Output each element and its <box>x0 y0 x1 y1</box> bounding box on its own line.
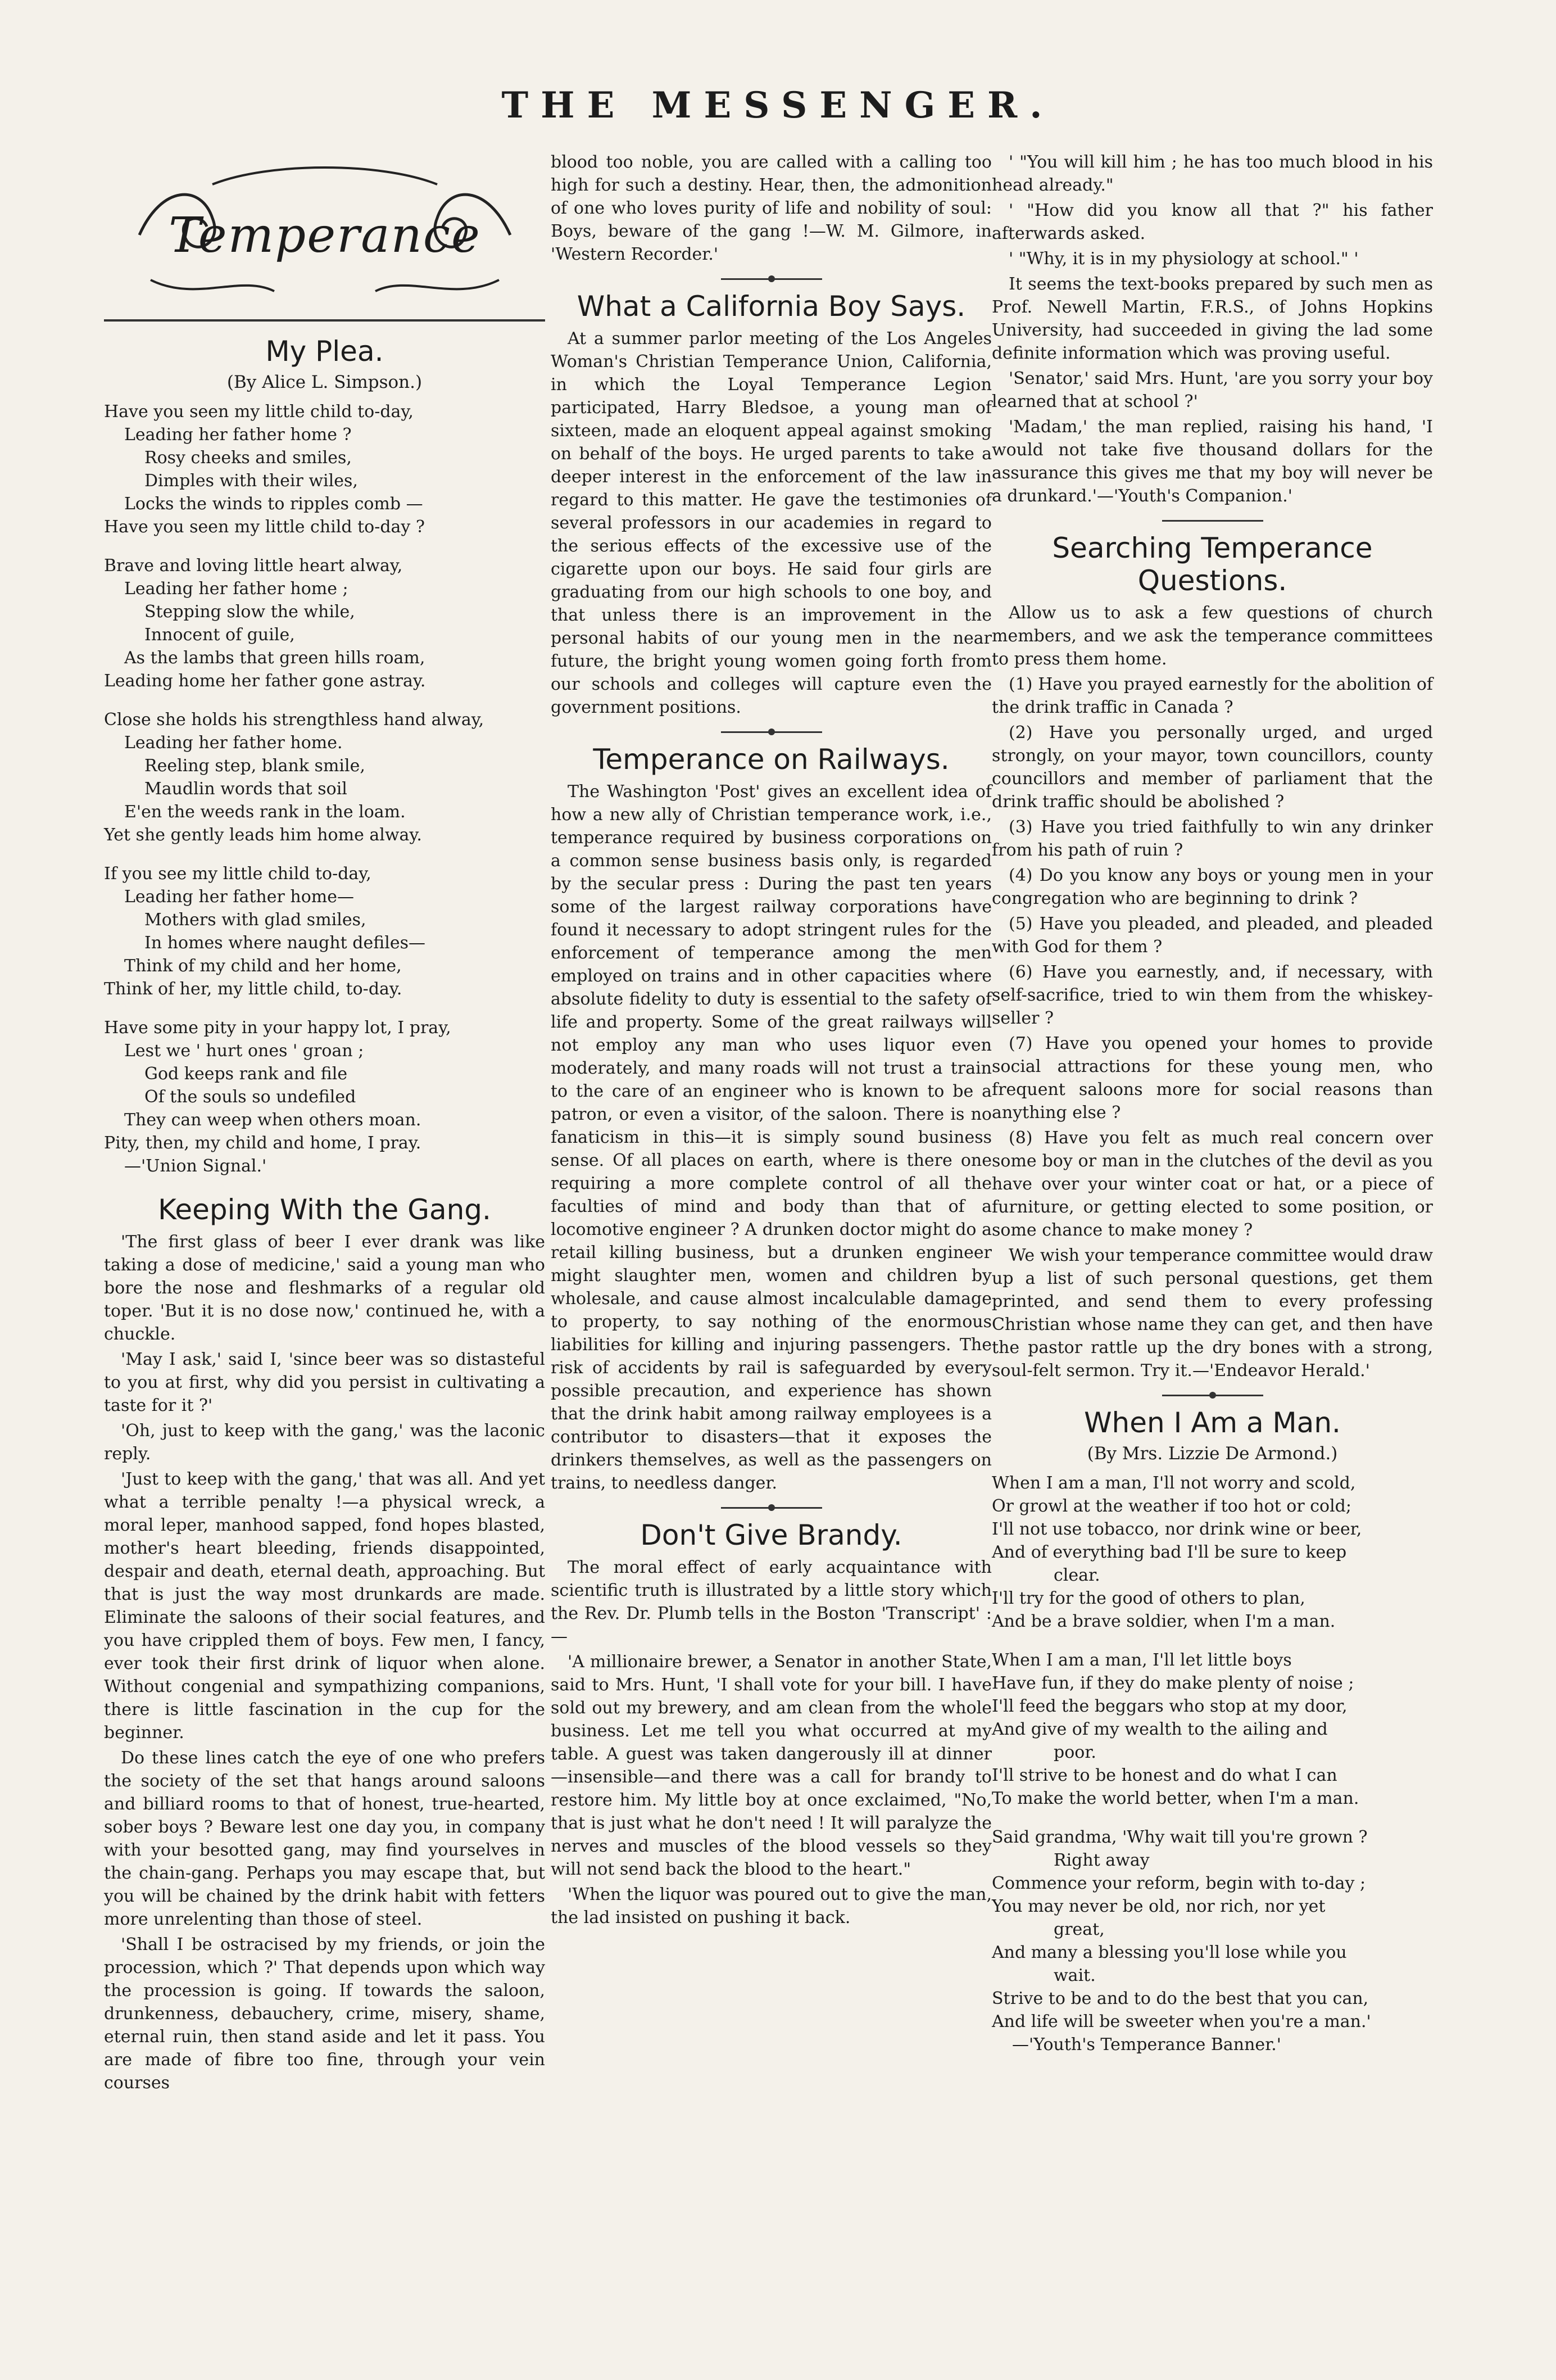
article-paragraph: 'Senator,' said Mrs. Hunt, 'are you sorry your boy learned that at school ?' <box>992 369 1433 411</box>
poem-line: I'll try for the good of others to plan, <box>992 1589 1305 1608</box>
section-divider <box>721 1507 822 1509</box>
poem-line: Leading her father home. <box>124 733 343 753</box>
poem-line: Rosy cheeks and smiles, <box>144 448 352 468</box>
poem-line: Locks the winds to ripples comb — <box>124 494 423 514</box>
poem-line: As the lambs that green hills roam, <box>124 648 425 668</box>
stanza <box>104 1016 545 1178</box>
stanza <box>992 1649 1433 1810</box>
section-divider <box>721 278 822 280</box>
stanza <box>104 708 545 847</box>
stanza <box>104 400 545 539</box>
poem-line: Leading her father home— <box>124 887 354 907</box>
poem-line: And be a brave soldier, when I'm a man. <box>992 1612 1336 1631</box>
article-paragraph: 'The first glass of beer I ever drank was like taking a dose of medicine,' said a young man who bore the nose and fleshmarks of a regular old toper. 'But it is no dose now,' continued he, with a chuckle. <box>104 1232 545 1344</box>
poem-line: And give of my wealth to the ailing and <box>992 1720 1328 1739</box>
poem-line: Brave and loving little heart alway, <box>104 556 403 576</box>
poem-line: Innocent of guile, <box>144 625 295 645</box>
article-paragraph: ' "How did you know all that ?" his father afterwards asked. <box>992 201 1433 243</box>
stanza <box>992 1472 1433 1633</box>
article-paragraph: 'When the liquor was poured out to give the man, the lad insisted on pushing it back. <box>551 1885 992 1927</box>
poem-line: I'll strive to be honest and do what I can <box>992 1766 1337 1785</box>
my-plea-byline: (By Alice L. Simpson.) <box>226 372 423 392</box>
my-plea-poem <box>104 400 545 1178</box>
california-boy-title: What a California Boy Says. <box>577 290 966 323</box>
article-continuation: blood too noble, you are called with a calling too high for such a destiny. Hear, then, the admonition of one who loves purity of life and nobility of soul: Boys, beware of the gang !—W. M. Gilmore, in 'Western Recorder.' <box>551 152 992 264</box>
poem-line: And many a blessing you'll lose while you <box>992 1943 1347 1962</box>
poem-line: Lest we ' hurt ones ' groan ; <box>124 1041 364 1061</box>
article-paragraph: The Washington 'Post' gives an excellent idea of how a new ally of Christian temperance work, i.e., temperance required by business corporations on a common sense business basis only, is regarded by the secular press : During the past ten years some of the largest railway corporations have found it necessary to adopt stringent rules for the enforcement of temperance among the men employed on trains and in other capacities where absolute fidelity to duty is essential to the safety of life and property. Some of the great railways will not employ any man who uses liquor even moderately, and many roads will not trust a train to the care of an engineer who is known to be a patron, or even a visitor, of the saloon. There is no fanaticism in this—it is simply sound business sense. Of all places on earth, where is there one requiring a more complete control of all the faculties of mind and body than that of a locomotive engineer ? A drunken doctor might do a retail killing business, but a drunken engineer might slaughter men, women and children by wholesale, and cause almost incalculable damage to property, to say nothing of the enormous liabilities for killing and injuring passengers. The risk of accidents by rail is safeguarded by every possible precaution, and experience has shown that the drink habit among railway employees is a contributor to disasters—that it exposes the drinkers themselves, as well as the passengers on trains, to needless danger. <box>551 782 992 1493</box>
poem-line: I'll feed the beggars who stop at my door, <box>992 1696 1348 1716</box>
question-item: (7) Have you opened your homes to provide social attractions for these young men, who frequent saloons more for social reasons than anything else ? <box>992 1034 1433 1123</box>
question-item: (1) Have you prayed earnestly for the abolition of the drink traffic in Canada ? <box>992 675 1433 717</box>
poem-line: Reeling step, blank smile, <box>144 756 365 776</box>
column-1 <box>104 151 545 2097</box>
poem-line: Have fun, if they do make plenty of noise ; <box>992 1673 1354 1693</box>
poem-source: —'Youth's Temperance Banner.' <box>1012 2035 1282 2055</box>
keeping-with-the-gang-title: Keeping With the Gang. <box>158 1193 491 1226</box>
searching-questions-title: Searching Temperance Questions. <box>1052 532 1373 597</box>
column-3 <box>992 151 1433 2072</box>
dont-give-brandy-title: Don't Give Brandy. <box>640 1519 902 1551</box>
poem-line: If you see my little child to-day, <box>104 864 371 884</box>
temperance-banner <box>104 151 545 322</box>
poem-line: Dimples with their wiles, <box>144 471 358 491</box>
poem-line: Stepping slow the while, <box>144 602 355 622</box>
poem-source: —'Union Signal.' <box>124 1156 267 1176</box>
section-divider <box>1162 520 1263 522</box>
article-paragraph: ' "You will kill him ; he has too much blood in his head already." <box>992 152 1433 195</box>
article-paragraph: Allow us to ask a few questions of church members, and we ask the temperance committees to press them home. <box>992 603 1433 669</box>
article-paragraph: 'A millionaire brewer, a Senator in another State, said to Mrs. Hunt, 'I shall vote for your bill. I have sold out my brewery, and am clean from the whole business. Let me tell you what occurred at my table. A guest was taken dangerously ill at dinner —insensible—and there was a call for brandy to restore him. My little boy at once exclaimed, "No, that is just what he don't need ! It will paralyze the nerves and muscles of the blood vessels so they will not send back the blood to the heart." <box>551 1652 992 1879</box>
article-paragraph: ' "Why, it is in my physiology at school." ' <box>1009 249 1359 269</box>
question-item: (6) Have you earnestly, and, if necessary, with self-sacrifice, tried to win them from the whiskey-seller ? <box>992 962 1433 1028</box>
poem-line: Leading her father home ; <box>124 579 348 599</box>
question-item: (8) Have you felt as much real concern over some boy or man in the clutches of the devil as you have over your winter coat or hat, or a piece of furniture, or getting elected to some position, or some chance to make money ? <box>992 1128 1433 1240</box>
poem-line: wait. <box>1054 1966 1096 1985</box>
poem-line: When I am a man, I'll not worry and scold, <box>992 1473 1356 1493</box>
article-paragraph: The moral effect of early acquaintance with scientific truth is illustrated by a little story which the Rev. Dr. Plumb tells in the Boston 'Transcript' :— <box>551 1558 992 1646</box>
poem-line: To make the world better, when I'm a man. <box>992 1789 1359 1808</box>
poem-line: Close she holds his strengthless hand alway, <box>104 710 484 730</box>
when-i-am-a-man-poem <box>992 1472 1433 2056</box>
poem-line: Said grandma, 'Why wait till you're grown ? <box>992 1827 1368 1847</box>
poem-line: Think of her, my little child, to-day. <box>104 979 402 999</box>
temperance-banner-ornament <box>128 162 521 308</box>
poem-line: In homes where naught defiles— <box>144 933 425 953</box>
section-divider <box>721 731 822 733</box>
stanza <box>104 554 545 693</box>
stanza <box>992 1826 1433 2056</box>
masthead: THE MESSENGER. <box>501 84 1055 126</box>
poem-line: They can weep when others moan. <box>124 1110 421 1130</box>
question-item: (3) Have you tried faithfully to win any drinker from his path of ruin ? <box>992 817 1433 860</box>
poem-line: clear. <box>1054 1565 1100 1585</box>
poem-line: Mothers with glad smiles, <box>144 910 366 930</box>
poem-line: Have you seen my little child to-day, <box>104 402 414 422</box>
article-paragraph: 'Just to keep with the gang,' that was all. And yet what a terrible penalty !—a physical wreck, a moral leper, manhood sapped, fond hopes blasted, mother's heart bleeding, friends disappointed, despair and death, eternal death, approaching. But that is just the way most drunkards are made. Eliminate the saloons of their social features, and you have crippled them of boys. Few men, I fancy, ever took their first drink of liquor when alone. Without congenial and sympathizing companions, there is little fascination in the cup for the beginner. <box>104 1469 545 1743</box>
poem-line: And life will be sweeter when you're a man.' <box>992 2012 1371 2031</box>
poem-line: You may never be old, nor rich, nor yet <box>992 1897 1326 1916</box>
when-i-am-a-man-byline: (By Mrs. Lizzie De Armond.) <box>1087 1444 1338 1464</box>
my-plea-title: My Plea. <box>265 335 384 368</box>
section-divider <box>1162 1395 1263 1396</box>
poem-line: God keeps rank and file <box>144 1064 348 1084</box>
article-paragraph: 'Shall I be ostracised by my friends, or join the procession, which ?' That depends upon which way the procession is going. If towards the saloon, drunkenness, debauchery, crime, misery, shame, eternal ruin, then stand aside and let it pass. You are made of fibre too fine, through your vein courses <box>104 1935 545 2093</box>
article-paragraph: 'Madam,' the man replied, raising his hand, 'I would not take five thousand dollars for the assurance this gives me that my boy will never be a drunkard.'—'Youth's Companion.' <box>992 417 1433 506</box>
poem-line: I'll not use tobacco, nor drink wine or beer, <box>992 1519 1362 1539</box>
poem-line: Strive to be and to do the best that you can, <box>992 1989 1369 2008</box>
poem-line: Leading home her father gone astray. <box>104 671 426 691</box>
temperance-banner-text: Temperance <box>168 207 481 264</box>
poem-line: Yet she gently leads him home alway. <box>104 825 422 845</box>
stanza <box>104 862 545 1001</box>
article-paragraph: 'Oh, just to keep with the gang,' was the laconic reply. <box>104 1421 545 1464</box>
poem-line: Right away <box>1054 1850 1150 1870</box>
question-item: (4) Do you know any boys or young men in your congregation who are beginning to drink ? <box>992 866 1433 908</box>
article-paragraph: At a summer parlor meeting of the Los Angeles Woman's Christian Temperance Union, California, in which the Loyal Temperance Legion participated, Harry Bledsoe, a young man of sixteen, made an eloquent appeal against smoking on behalf of the boys. He urged parents to take a deeper interest in the enforcement of the law in regard to this matter. He gave the testimonies of several professors in our academies in regard to the serious effects of the excessive use of the cigarette upon our boys. He said four girls are graduating from our high schools to one boy, and that unless there is an improvement in the personal habits of our young men in the near future, the bright young women going forth from our schools and colleges will capture even the government positions. <box>551 329 992 717</box>
poem-line: Commence your reform, begin with to-day ; <box>992 1874 1366 1893</box>
poem-line: E'en the weeds rank in the loam. <box>124 802 406 822</box>
question-item: (2) Have you personally urged, and urged strongly, on your mayor, town councillors, county councillors and member of parliament that the drink traffic should be abolished ? <box>992 723 1433 812</box>
poem-line: When I am a man, I'll let little boys <box>992 1650 1292 1670</box>
article-paragraph: 'May I ask,' said I, 'since beer was so distasteful to you at first, why did you persist in cultivating a taste for it ?' <box>104 1350 545 1415</box>
question-item: (5) Have you pleaded, and pleaded, and pleaded with God for them ? <box>992 914 1433 957</box>
article-paragraph: We wish your temperance committee would draw up a list of such personal questions, get them printed, and send them to every professing Christian whose name they can get, and then have the pastor rattle up the dry bones with a strong, soul-felt sermon. Try it.—'Endeavor Herald.' <box>992 1246 1433 1381</box>
poem-line: Pity, then, my child and home, I pray. <box>104 1133 421 1153</box>
article-paragraph: Do these lines catch the eye of one who prefers the society of the set that hangs around saloons and billiard rooms to that of honest, true-hearted, sober boys ? Beware lest one day you, in company with your besotted gang, may find yourselves in the chain-gang. Perhaps you may escape that, but you will be chained by the drink habit with fetters more unrelenting than those of steel. <box>104 1748 545 1929</box>
when-i-am-a-man-title: When I Am a Man. <box>1084 1406 1341 1439</box>
poem-line: Or growl at the weather if too hot or cold; <box>992 1496 1351 1516</box>
poem-line: And of everything bad I'll be sure to keep <box>992 1542 1347 1562</box>
poem-line: Of the souls so undefiled <box>144 1087 356 1107</box>
poem-line: Think of my child and her home, <box>124 956 402 976</box>
railways-title: Temperance on Railways. <box>593 743 950 776</box>
poem-line: Have you seen my little child to-day ? <box>104 517 425 537</box>
poem-line: poor. <box>1054 1743 1096 1762</box>
poem-line: great, <box>1054 1920 1105 1939</box>
article-paragraph: It seems the text-books prepared by such men as Prof. Newell Martin, F.R.S., of Johns Hopkins University, had succeeded in giving the lad some definite information which was proving useful. <box>992 274 1433 363</box>
column-2 <box>551 151 992 1931</box>
poem-line: Leading her father home ? <box>124 425 352 445</box>
poem-line: Maudlin words that soil <box>144 779 347 799</box>
poem-line: Have some pity in your happy lot, I pray, <box>104 1018 451 1038</box>
